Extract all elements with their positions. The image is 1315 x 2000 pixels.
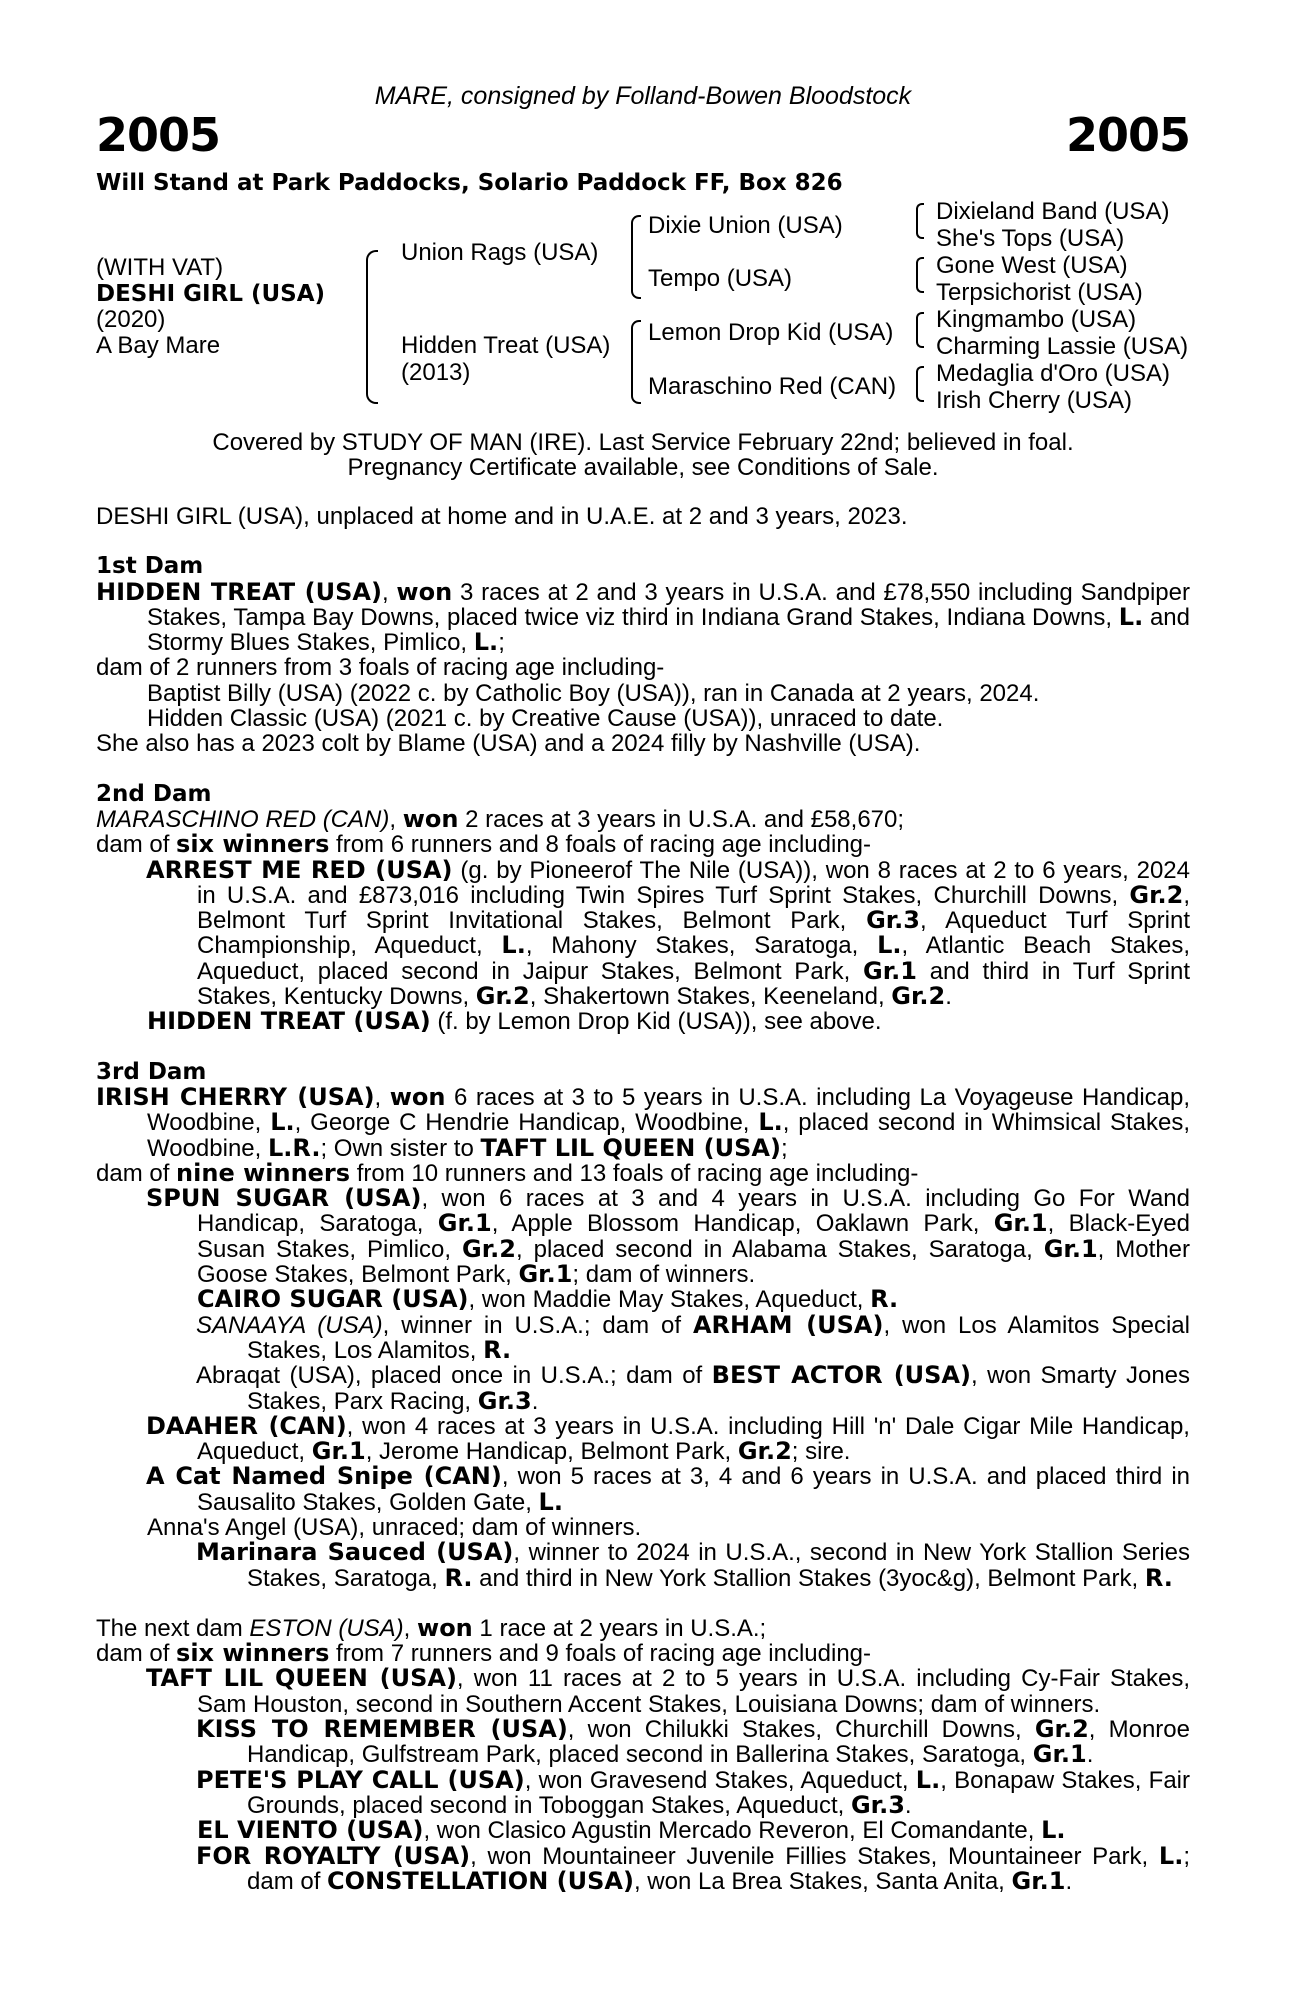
record-text: ; sire. (791, 1438, 851, 1466)
kiss-to-remember-record (96, 1717, 1190, 1768)
record-text: , won Gravesend Stakes, Aqueduct, (524, 1766, 916, 1794)
runner-name: EL VIENTO (USA) (197, 1816, 424, 1845)
first-dam-record: HIDDEN TREAT (USA), won 3 races at 2 and 3 years in U.S.A. and £78,550 including Sandpiper Stakes, Tampa Bay Downs, placed twice viz third in Indiana Grand Stakes, Indiana Downs, L. and Stormy Blues Stakes, Pimlico, L.; (96, 577, 1190, 657)
listed-mark: L. (877, 931, 902, 960)
arrest-me-red-record (96, 855, 1191, 1011)
record-text: , George C Hendrie Handicap, Woodbine, (294, 1109, 759, 1137)
hidden-treat-record (96, 1009, 1190, 1034)
covered-line-1: Covered by STUDY OF MAN (IRE). Last Service February 22nd; believed in foal. (212, 429, 1074, 456)
grade-mark: Gr.1 (437, 1209, 492, 1238)
record-text: , won Mountaineer Juvenile Fillies Stakes, Mountaineer Park, (470, 1842, 1159, 1870)
listed-mark: L. (270, 1108, 295, 1137)
pedigree-brace-main (366, 250, 378, 404)
pedigree-g3-1: Dixieland Band (USA) (936, 198, 1170, 225)
grade-mark: Gr.3 (850, 1790, 905, 1819)
record-text: ; dam of (247, 1842, 1190, 1895)
abraqat-record (96, 1363, 1190, 1414)
grade-mark: Gr.2 (462, 1234, 516, 1263)
restricted-mark: R. (870, 1285, 899, 1314)
first-dam-heading: 1st Dam (96, 553, 204, 580)
spun-sugar-record (96, 1186, 1190, 1287)
winners-count: six winners (176, 830, 330, 859)
second-dam-record: MARASCHINO RED (CAN), won 2 races at 3 years in U.S.A. and £58,670; (96, 804, 905, 833)
pedigree-dam-year: (2013) (401, 359, 471, 386)
record-text: , Mother Goose Stakes, Belmont Park, (197, 1235, 1191, 1289)
listed-mark: L. (1158, 1841, 1184, 1870)
grade-mark: Gr.2 (475, 982, 530, 1011)
pedigree-brace-sire (631, 215, 641, 299)
listed-mark: L. (1118, 602, 1144, 631)
horse-year: (2020) (96, 306, 166, 333)
horse-summary: DESHI GIRL (USA), unplaced at home and in U.A.E. at 2 and 3 years, 2023. (96, 503, 908, 530)
second-dam-heading: 2nd Dam (96, 780, 212, 807)
grade-mark: Gr.1 (863, 956, 917, 985)
runner-name: CAIRO SUGAR (USA) (197, 1285, 469, 1314)
pedigree-dam-dam: Maraschino Red (CAN) (648, 373, 897, 400)
record-text: , winner in U.S.A.; dam of (382, 1311, 693, 1339)
runner-name: DAAHER (CAN) (146, 1411, 347, 1440)
catalogue-page (96, 0, 1190, 2000)
grade-mark: Gr.1 (518, 1260, 573, 1289)
pedigree-g3-3: Gone West (USA) (936, 252, 1128, 279)
pedigree-brace-g1 (916, 203, 924, 239)
grade-mark: Gr.2 (891, 982, 946, 1011)
lot-number-right: 2005 (1065, 108, 1190, 162)
record-text: . (1086, 1741, 1094, 1769)
record-text: , won Clasico Agustin Mercado Reveron, El Comandante, (423, 1817, 1042, 1845)
record-text: (f. by Lemon Drop Kid (USA)), see above. (430, 1008, 882, 1036)
runner-name: TAFT LIL QUEEN (USA) (146, 1664, 457, 1693)
record-text: , won La Brea Stakes, Santa Anita, (633, 1867, 1012, 1895)
won-label: won (417, 1613, 473, 1642)
pedigree-brace-g2 (916, 257, 924, 293)
record-text: , won Chilukki Stakes, Churchill Downs, (567, 1716, 1035, 1744)
third-dam-name: IRISH CHERRY (USA) (96, 1082, 375, 1111)
listed-mark: L. (915, 1765, 941, 1794)
record-text: , won 11 races at 2 to 5 years in U.S.A. including Cy-Fair Stakes, Sam Houston, second in Southern Accent Stakes, Louisiana Downs; dam of winners. (197, 1665, 1190, 1718)
runner-name: TAFT LIL QUEEN (USA) (480, 1133, 781, 1162)
pedigree-sire-sire: Dixie Union (USA) (648, 212, 843, 239)
record-text: , Apple Blossom Handicap, Oaklawn Park, (491, 1210, 994, 1238)
record-text: , Shakertown Stakes, Keeneland, (529, 983, 892, 1011)
record-text: , won 5 races at 3, 4 and 6 years in U.S.A. and placed third in Sausalito Stakes, Golden Gate, (197, 1463, 1191, 1516)
record-text: from 6 runners and 8 foals of racing age including- (329, 831, 872, 859)
record-text: . (531, 1387, 539, 1415)
first-dam-produce-summary: dam of 2 runners from 3 foals of racing age including- (96, 654, 665, 682)
record-text: . (1065, 1867, 1073, 1895)
third-dam-record: IRISH CHERRY (USA), won 6 races at 3 to 5 years in U.S.A. including La Voyageuse Handicap, Woodbine, L., George C Hendrie Handicap, Woodbine, L., placed second in Whimsical Stakes, Woodbine, L.R.; Own sister to TAFT LIL QUEEN (USA); (96, 1082, 1191, 1162)
runner-name: SANAAYA (USA) (196, 1311, 383, 1339)
record-text: The next dam (96, 1614, 250, 1642)
won-label: won (396, 577, 453, 606)
record-text: from 10 runners and 13 foals of racing age including- (350, 1159, 919, 1187)
record-text: , Black-Eyed Susan Stakes, Pimlico, (197, 1210, 1190, 1263)
record-text: dam of (96, 1159, 177, 1187)
pedigree-sire: Union Rags (USA) (401, 239, 599, 266)
first-dam-also: She also has a 2023 colt by Blame (USA) and a 2024 filly by Nashville (USA). (96, 730, 921, 758)
record-text: Abraqat (USA), placed once in U.S.A.; dam of (196, 1362, 712, 1390)
consignor-line: MARE, consigned by Folland-Bowen Bloodstock (374, 82, 912, 110)
record-text: , Bonapaw Stakes, Fair Grounds, placed second in Toboggan Stakes, Aqueduct, (247, 1766, 1191, 1819)
restricted-mark: R. (1144, 1563, 1173, 1592)
runner-name: SPUN SUGAR (USA) (146, 1184, 422, 1213)
record-text: , placed second in Alabama Stakes, Saratoga, (515, 1235, 1044, 1263)
el-viento-record (96, 1818, 1190, 1843)
runner-name: BEST ACTOR (USA) (711, 1361, 971, 1390)
record-text: , won Smarty Jones Stakes, Parx Racing, (247, 1362, 1191, 1415)
grade-mark: Gr.1 (993, 1209, 1048, 1238)
grade-mark: Gr.1 (1043, 1234, 1098, 1263)
sanaaya-record (96, 1310, 1190, 1364)
record-text: dam of (96, 1640, 177, 1668)
grade-mark: Gr.1 (311, 1437, 366, 1466)
pedigree-g3-6: Charming Lassie (USA) (936, 333, 1189, 360)
record-text: , won 6 races at 3 and 4 years in U.S.A. including Go For Wand Handicap, Saratoga, (197, 1185, 1190, 1238)
winners-count: nine winners (176, 1158, 351, 1187)
won-label: won (389, 1082, 446, 1111)
grade-mark: Gr.3 (477, 1386, 532, 1415)
listed-mark: L. (758, 1108, 783, 1137)
first-dam-foal-2: Hidden Classic (USA) (2021 c. by Creative Cause (USA)), unraced to date. (147, 705, 944, 733)
first-dam-foal-1: Baptist Billy (USA) (2022 c. by Catholic Boy (USA)), ran in Canada at 2 years, 2024. (147, 679, 1040, 707)
first-dam-name: HIDDEN TREAT (USA) (96, 577, 382, 606)
listed-mark: L.R. (267, 1133, 321, 1162)
record-text: and third in Turf Sprint Stakes, Kentucky Downs, (197, 957, 1190, 1011)
record-text: , Atlantic Beach Stakes, Aqueduct, placed second in Jaipur Stakes, Belmont Park, (197, 932, 1190, 985)
runner-name: PETE'S PLAY CALL (USA) (196, 1765, 525, 1794)
pedigree-dam-sire: Lemon Drop Kid (USA) (648, 319, 894, 346)
record-text: , winner to 2024 in U.S.A., second in New York Stallion Series Stakes, Saratoga, (247, 1539, 1191, 1592)
record-text: 2 races at 3 years in U.S.A. and £58,670; (458, 805, 905, 833)
record-text: ; Own sister to (320, 1134, 481, 1162)
pedigree-brace-g4 (916, 366, 924, 402)
record-text: , Jerome Handicap, Belmont Park, (365, 1438, 738, 1466)
record-text: , Monroe Handicap, Gulfstream Park, placed second in Ballerina Stakes, Saratoga, (247, 1716, 1190, 1769)
record-text: . (945, 983, 952, 1011)
runner-name: ARHAM (USA) (692, 1310, 884, 1339)
for-royalty-record (96, 1841, 1190, 1895)
stand-location: Will Stand at Park Paddocks, Solario Paddock FF, Box 826 (96, 170, 843, 196)
record-text: and Stormy Blues Stakes, Pimlico, (147, 603, 1190, 657)
runner-name: FOR ROYALTY (USA) (196, 1841, 471, 1870)
won-label: won (402, 804, 459, 833)
daaher-record (96, 1411, 1190, 1466)
runner-name: KISS TO REMEMBER (USA) (196, 1715, 568, 1744)
record-text: 6 races at 3 to 5 years in U.S.A. including La Voyageuse Handicap, Woodbine, (147, 1083, 1191, 1137)
pedigree-sire-dam: Tempo (USA) (648, 265, 793, 292)
record-text: (g. by Pioneerof The Nile (USA)), won 8 races at 2 to 6 years, 2024 in U.S.A. and £873,016 including Twin Spires Turf Sprint Stakes, Churchill Downs, (197, 856, 1191, 909)
record-text: dam of (96, 831, 177, 859)
record-text: ; (780, 1134, 788, 1162)
restricted-mark: R. (483, 1335, 512, 1364)
runner-name: ARREST ME RED (USA) (146, 855, 453, 884)
grade-mark: Gr.1 (1011, 1866, 1066, 1895)
record-text: 1 race at 2 years in U.S.A.; (472, 1614, 767, 1642)
grade-mark: Gr.2 (1129, 880, 1184, 909)
record-text: , placed second in Whimsical Stakes, Woodbine, (147, 1109, 1190, 1162)
pedigree-g3-4: Terpsichorist (USA) (936, 279, 1143, 306)
record-text: ; (498, 629, 505, 657)
record-text: , won Los Alamitos Special Stakes, Los Alamitos, (247, 1311, 1190, 1364)
listed-mark: L. (473, 628, 499, 657)
pedigree-g3-7: Medaglia d'Oro (USA) (936, 360, 1170, 387)
record-text: , won Maddie May Stakes, Aqueduct, (468, 1286, 871, 1314)
cat-named-snipe-record (96, 1464, 1190, 1515)
next-dam-record (96, 1613, 1190, 1642)
pregnancy-line: Pregnancy Certificate available, see Conditions of Sale. (347, 454, 939, 481)
winners-count: six winners (176, 1639, 330, 1668)
second-dam-name: MARASCHINO RED (CAN) (96, 805, 390, 833)
annas-angel-record: Anna's Angel (USA), unraced; dam of winners. (147, 1513, 642, 1541)
record-text: , Belmont Turf Sprint Invitational Stakes, Belmont Park, (197, 881, 1190, 935)
record-text: from 7 runners and 9 foals of racing age including- (329, 1640, 872, 1668)
next-dam-produce-summary (96, 1641, 1190, 1666)
second-dam-produce-summary (96, 832, 1190, 857)
record-text: , Aqueduct Turf Sprint Championship, Aqueduct, (197, 907, 1190, 960)
record-text: , Mahony Stakes, Saratoga, (525, 932, 878, 960)
pedigree-dam: Hidden Treat (USA) (401, 332, 611, 359)
horse-description: A Bay Mare (96, 332, 221, 359)
taft-lil-queen-record (96, 1666, 1190, 1717)
next-dam-name: ESTON (USA) (249, 1614, 404, 1642)
runner-name: CONSTELLATION (USA) (327, 1866, 634, 1895)
record-text: , won 4 races at 3 years in U.S.A. including Hill 'n' Dale Cigar Mile Handicap, Aqueduct, (197, 1412, 1190, 1466)
pedigree-g3-8: Irish Cherry (USA) (936, 387, 1133, 414)
third-dam-heading: 3rd Dam (96, 1058, 207, 1085)
petes-play-call-record (96, 1765, 1191, 1819)
listed-mark: L. (1041, 1816, 1066, 1845)
produce-record (96, 504, 1190, 1894)
restricted-mark: R. (444, 1563, 473, 1592)
listed-mark: L. (501, 931, 526, 960)
runner-name: HIDDEN TREAT (USA) (147, 1007, 431, 1036)
grade-mark: Gr.2 (1034, 1715, 1089, 1744)
record-text: ; dam of winners. (572, 1261, 756, 1289)
third-dam-produce-summary (96, 1158, 1190, 1187)
record-text: and third in New York Stallion Stakes (3yoc&g), Belmont Park, (472, 1564, 1145, 1592)
pedigree-g3-2: She's Tops (USA) (936, 225, 1125, 252)
lot-number-left: 2005 (96, 108, 221, 162)
grade-mark: Gr.3 (866, 906, 920, 935)
runner-name: Marinara Sauced (USA) (196, 1538, 514, 1567)
pedigree-g3-5: Kingmambo (USA) (936, 306, 1137, 333)
grade-mark: Gr.1 (1032, 1740, 1087, 1769)
record-text: . (904, 1791, 912, 1819)
record-text: , (403, 1614, 418, 1642)
marinara-sauced-record (96, 1540, 1190, 1591)
record-text: 3 races at 2 and 3 years in U.S.A. and £78,550 including Sandpiper Stakes, Tampa Bay Downs, placed twice viz third in Indiana Grand Stakes, Indiana Downs, (147, 578, 1190, 631)
runner-name: A Cat Named Snipe (CAN) (146, 1462, 502, 1491)
pedigree-brace-g3 (916, 312, 924, 348)
cairo-sugar-record (96, 1287, 1190, 1312)
listed-mark: L. (538, 1487, 563, 1516)
vat-label: (WITH VAT) (96, 254, 224, 281)
grade-mark: Gr.2 (737, 1437, 792, 1466)
pedigree-brace-dam (631, 320, 641, 404)
horse-name: DESHI GIRL (USA) (96, 281, 326, 307)
